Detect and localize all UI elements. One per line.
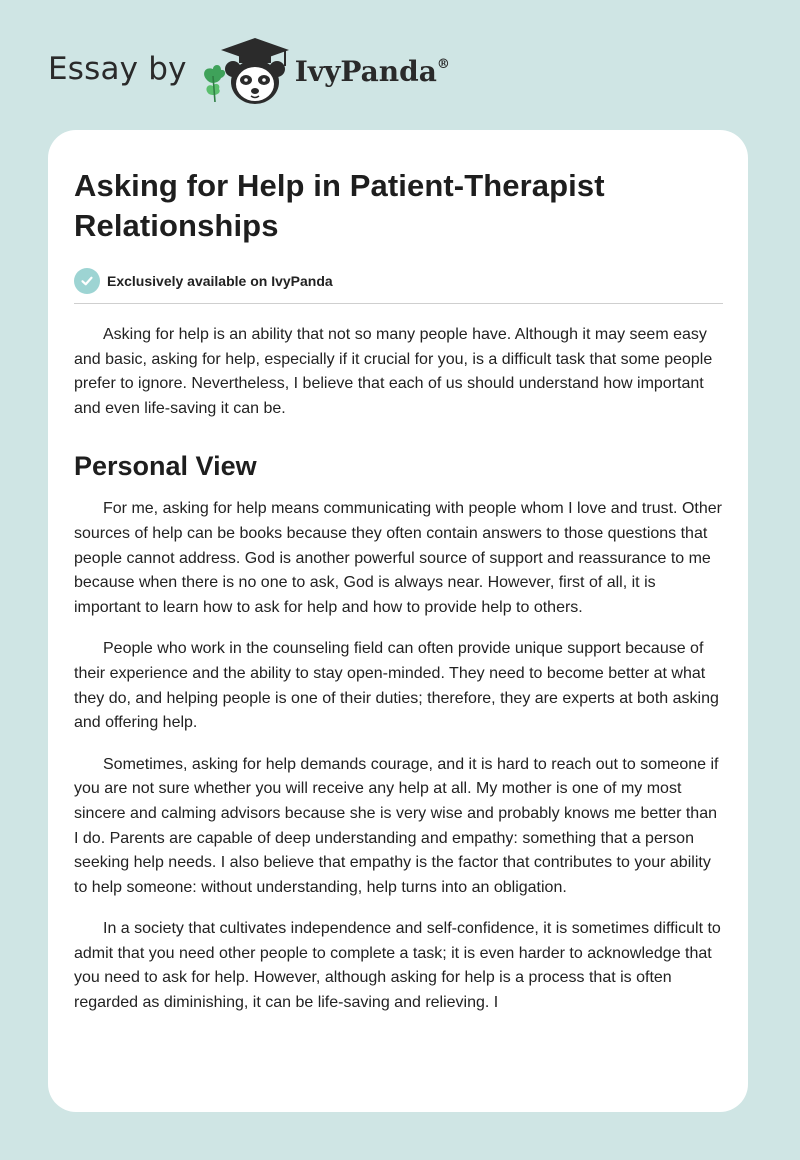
- exclusive-badge: [74, 268, 722, 294]
- essay-title: Asking for Help in Patient-Therapist Relationships: [74, 168, 605, 243]
- essay-card: [48, 130, 748, 1112]
- ivypanda-logo-icon[interactable]: [199, 36, 291, 108]
- body-paragraph: Sometimes, asking for help demands courage, and it is hard to reach out to someone if you are not sure whether you will receive any help at all. My mother is one of my most sincere and calming advisors because she is very wise and probably knows me better than I do. Parents are capable of deep understanding and empathy: something that a person seeking help needs. I also believe that empathy is the factor that contributes to your ability to help someone: without understanding, help turns into an obligation.: [74, 755, 719, 896]
- intro-paragraph: Asking for help is an ability that not so many people have. Although it may seem easy and basic, asking for help, especially if it crucial for you, is a difficult task that some people prefer to ignore. Nevertheless, I believe that each of us should understand how important and even life-saving it can be.: [74, 326, 713, 417]
- site-header: [48, 36, 450, 108]
- body-paragraph: In a society that cultivates independence and self-confidence, it is sometimes difficult to admit that you need other people to complete a task; it is even harder to acknowledge that you need to ask for help. However, although asking for help is a process that is often regarded as diminishing, it can be life-saving and relieving. I: [74, 920, 721, 1012]
- body-paragraph: For me, asking for help means communicating with people whom I love and trust. Other sources of help can be books because they often contain answers to those questions that people cannot address. God is another powerful source of support and reassurance to me because when there is no one to ask, God is always near. However, first of all, it is important to learn how to ask for help and how to provide help to others.: [74, 500, 722, 616]
- registered-mark: ®: [436, 56, 450, 72]
- brand-name[interactable]: [295, 55, 450, 88]
- essay-by-label: Essay by: [48, 51, 187, 87]
- check-circle-icon: [74, 268, 100, 294]
- section-heading: Personal View: [74, 451, 257, 482]
- body-paragraph: People who work in the counseling field can often provide unique support because of their experience and the ability to stay open-minded. They need to become better at what they do, and helping people is one of their duties; therefore, they are experts at both asking and offering help.: [74, 640, 719, 732]
- divider: [74, 303, 723, 304]
- brand-text: IvyPanda: [294, 54, 437, 88]
- exclusive-badge-text: Exclusively available on IvyPanda: [107, 273, 333, 289]
